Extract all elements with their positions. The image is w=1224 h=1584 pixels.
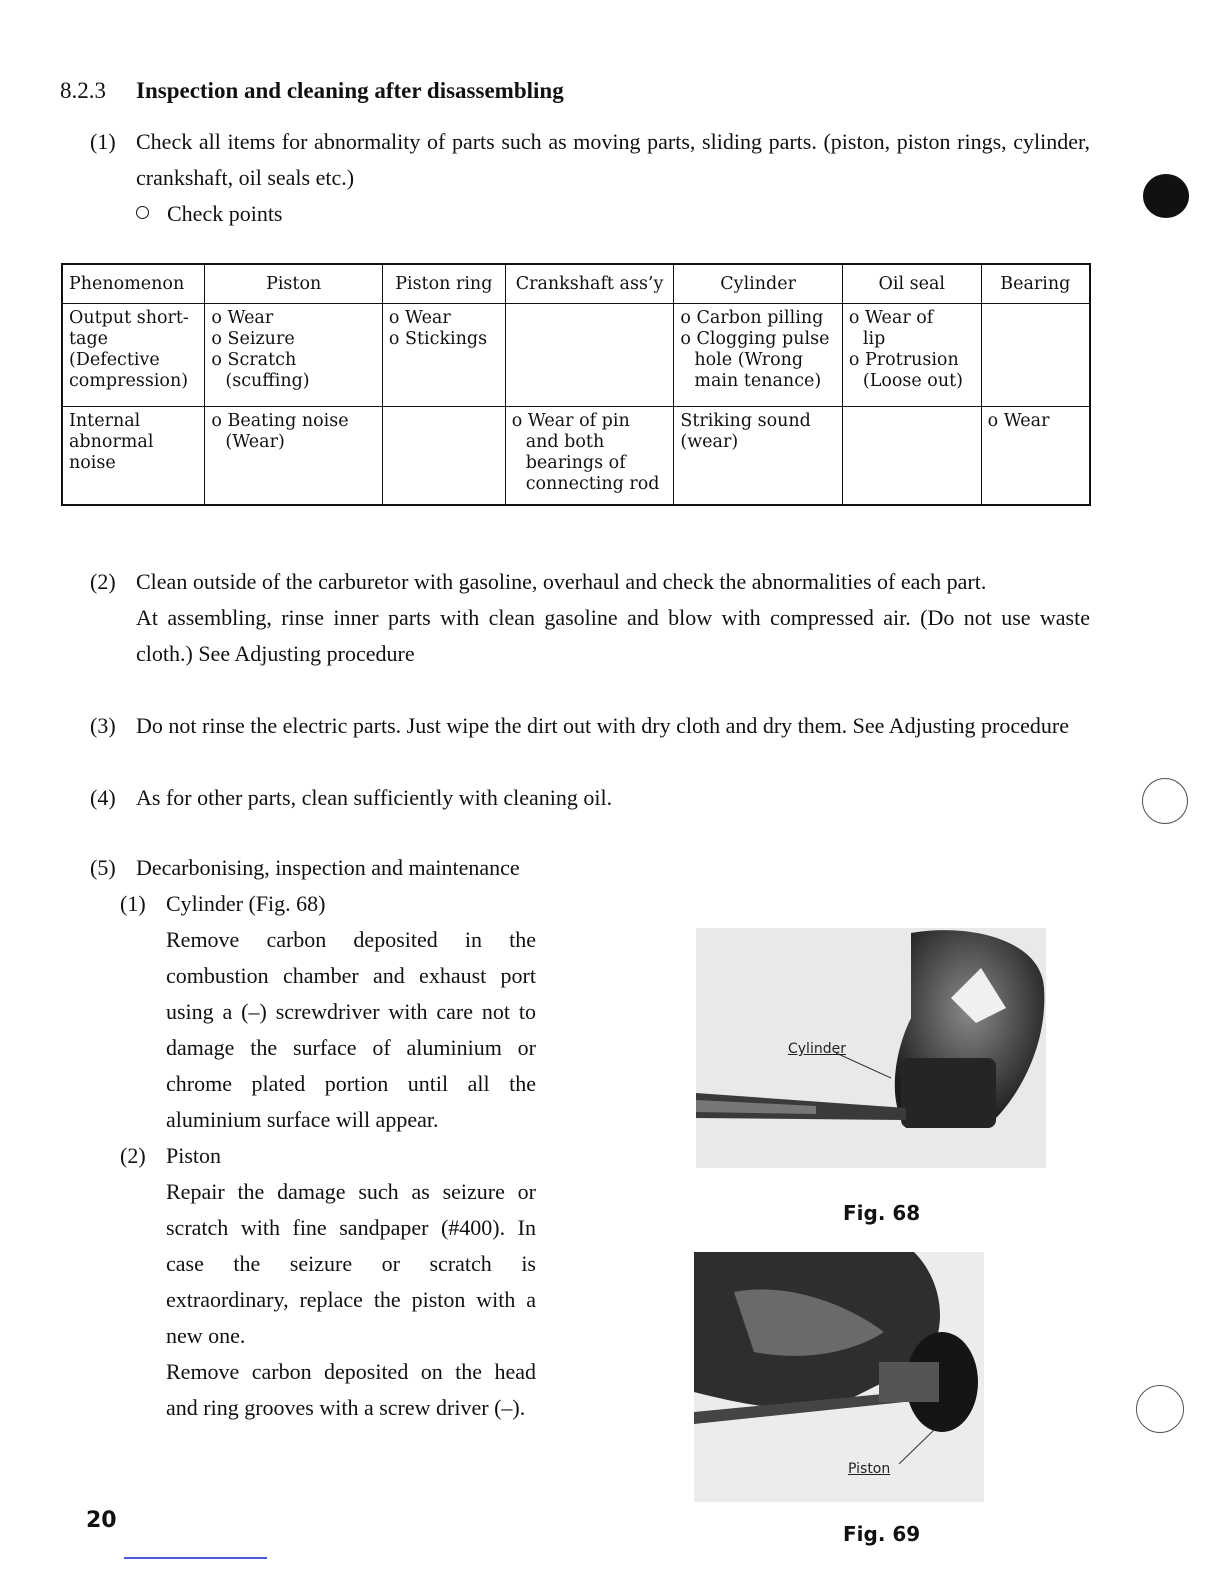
page-number: 20	[86, 1508, 117, 1533]
table-row	[62, 304, 1090, 407]
cell-line: o Stickings	[388, 329, 488, 349]
sub-item-piston	[120, 1138, 536, 1426]
cell-line: o Wear	[211, 308, 274, 328]
cell-line: o Clogging pulse	[680, 329, 830, 349]
item-2-text-2: At assembling, rinse inner parts with clean gasoline and blow with compressed air. (Do not use waste cloth.) See Adjusting procedure	[136, 605, 1090, 666]
sub-item-1-number: (1)	[120, 891, 146, 916]
cell-line: hole (Wrong	[694, 350, 804, 370]
cell-line: Internal	[69, 411, 141, 431]
cell-piston	[205, 304, 383, 407]
item-2-number: (2)	[90, 569, 116, 594]
header-cylinder: Cylinder	[674, 264, 843, 304]
footer-rule	[124, 1557, 267, 1559]
cell-crankshaft	[505, 304, 674, 407]
item-1	[90, 124, 1090, 232]
punch-hole-icon	[1136, 1385, 1184, 1433]
section-title: Inspection and cleaning after disassembling	[136, 78, 564, 103]
header-bearing: Bearing	[981, 264, 1090, 304]
cell-oil-seal	[842, 304, 981, 407]
piston-photo-illustration	[694, 1252, 984, 1502]
punch-hole-icon	[1142, 778, 1188, 824]
fig-69-photo	[694, 1252, 984, 1502]
cell-line: o Wear of	[848, 308, 934, 328]
cell-line: o Wear of pin	[511, 411, 630, 431]
item-1-number: (1)	[90, 129, 116, 154]
item-4-number: (4)	[90, 785, 116, 810]
header-oil-seal: Oil seal	[842, 264, 981, 304]
cell-line: o Carbon pilling	[680, 308, 824, 328]
table-row	[62, 407, 1090, 505]
fig-68-caption: Fig. 68	[843, 1201, 921, 1225]
cell-oil-seal	[842, 407, 981, 505]
item-5-number: (5)	[90, 855, 116, 880]
sub-item-1-title: Cylinder (Fig. 68)	[166, 891, 326, 916]
cell-line: o Protrusion	[848, 350, 959, 370]
item-5	[90, 850, 536, 1426]
item-3-number: (3)	[90, 713, 116, 738]
item-4-text: As for other parts, clean sufficiently with cleaning oil.	[136, 785, 613, 810]
cell-bearing	[981, 304, 1090, 407]
cell-line: Striking sound	[680, 411, 811, 431]
check-points-line	[136, 196, 1090, 232]
sub-item-1-text: Remove carbon deposited in the combustion chamber and exhaust port using a (–) screwdriver with care not to damage the surface of aluminium or chrome plated portion until all the aluminium surface will appear.	[166, 927, 536, 1132]
sub-item-2-title: Piston	[166, 1143, 222, 1168]
item-1-text: Check all items for abnormality of parts such as moving parts, sliding parts. (piston, piston rings, cylinder, crankshaft, oil seals etc.)	[136, 129, 1090, 190]
check-points-table	[61, 263, 1091, 506]
table-header-row	[62, 264, 1090, 304]
sub-item-cylinder	[120, 886, 536, 1138]
cell-line: lip	[862, 329, 886, 349]
cell-line: and both	[525, 432, 605, 452]
header-crankshaft: Crankshaft ass’y	[505, 264, 674, 304]
item-2	[90, 564, 1090, 672]
cell-line: o Wear	[987, 411, 1050, 431]
cell-line: noise	[69, 453, 116, 473]
item-3	[90, 708, 1090, 744]
cell-line: tage (Defective	[69, 329, 160, 370]
cell-line: (wear)	[680, 432, 739, 452]
cell-piston-ring	[382, 407, 505, 505]
cell-line: (Wear)	[225, 432, 285, 452]
cell-line: bearings of	[525, 453, 626, 473]
cell-piston	[205, 407, 383, 505]
item-4	[90, 780, 1090, 816]
binder-tab-mark	[1143, 174, 1189, 218]
section-heading	[60, 78, 564, 104]
cell-line: o Scratch	[211, 350, 297, 370]
item-5-text: Decarbonising, inspection and maintenance	[136, 855, 520, 880]
item-2-text: Clean outside of the carburetor with gasoline, overhaul and check the abnormalities of each part.	[136, 569, 987, 594]
item-3-text: Do not rinse the electric parts. Just wipe the dirt out with dry cloth and dry them. See Adjusting procedure	[136, 713, 1069, 738]
fig-68-photo	[696, 928, 1046, 1168]
fig-68-label: Cylinder	[788, 1041, 846, 1057]
cell-line: Output short-	[69, 308, 189, 328]
cell-piston-ring	[382, 304, 505, 407]
header-piston-ring: Piston ring	[382, 264, 505, 304]
fig-69-caption: Fig. 69	[843, 1522, 921, 1546]
header-piston: Piston	[205, 264, 383, 304]
cell-line: (Loose out)	[862, 371, 963, 391]
cell-phenomenon	[62, 304, 205, 407]
cell-crankshaft	[505, 407, 674, 505]
cell-line: compression)	[69, 371, 189, 391]
cell-phenomenon	[62, 407, 205, 505]
sub-item-2-number: (2)	[120, 1143, 146, 1168]
section-number: 8.2.3	[60, 78, 106, 103]
header-phenomenon: Phenomenon	[62, 264, 205, 304]
cell-line: (scuffing)	[225, 371, 310, 391]
cell-line: abnormal	[69, 432, 154, 452]
sub-item-2-text-2: Remove carbon deposited on the head and ring grooves with a screw driver (–).	[166, 1359, 536, 1420]
sub-item-2-text: Repair the damage such as seizure or scratch with fine sandpaper (#400). In case the seizure or scratch is extraordinary, replace the piston with a new one.	[166, 1179, 536, 1348]
cylinder-photo-illustration	[696, 928, 1046, 1168]
cell-bearing	[981, 407, 1090, 505]
cell-line: main tenance)	[694, 371, 822, 391]
check-points-label: Check points	[167, 201, 283, 226]
cell-cylinder	[674, 304, 843, 407]
cell-line: o Wear	[388, 308, 451, 328]
circle-bullet-icon	[136, 206, 149, 219]
cell-line: o Beating noise	[211, 411, 349, 431]
cell-line: connecting rod	[525, 474, 660, 494]
cell-cylinder	[674, 407, 843, 505]
fig-69-label: Piston	[848, 1461, 891, 1477]
cell-line: o Seizure	[211, 329, 295, 349]
